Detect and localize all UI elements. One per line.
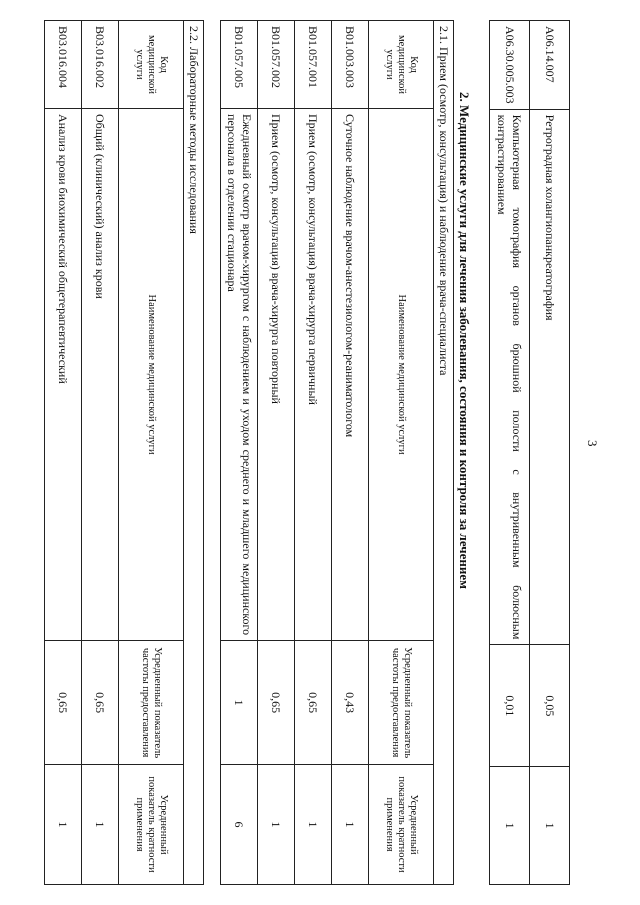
multiplicity-value: 1 [295, 765, 332, 885]
service-code: B01.057.002 [258, 21, 295, 109]
frequency-value: 0,65 [295, 641, 332, 765]
multiplicity-value: 1 [258, 765, 295, 885]
header-code: Код медицинской услуги [119, 21, 184, 109]
service-code: B01.003.003 [332, 21, 369, 109]
table-subtitle-row [434, 21, 454, 885]
multiplicity-value: 1 [45, 765, 82, 885]
table-row [258, 21, 295, 885]
service-code: B01.057.005 [221, 21, 258, 109]
multiplicity-value: 1 [530, 767, 570, 885]
frequency-value: 0,65 [258, 641, 295, 765]
table-specialist-consultations [220, 20, 454, 885]
table-row [45, 21, 82, 885]
multiplicity-value: 6 [221, 765, 258, 885]
service-name: Общий (клинический) анализ крови [82, 108, 119, 640]
service-code: B03.016.002 [82, 21, 119, 109]
table-row [490, 21, 530, 885]
subsection-title: 2.2. Лабораторные методы исследования [184, 21, 204, 885]
table-row [221, 21, 258, 885]
table-subtitle-row [184, 21, 204, 885]
table-row [332, 21, 369, 885]
service-code: A06.30.005.003 [490, 21, 530, 110]
table-row [295, 21, 332, 885]
header-multiplicity: Усредненный показатель кратности применения [119, 765, 184, 885]
page-number: 3 [585, 440, 600, 447]
table-row [530, 21, 570, 885]
table-continued-services [489, 20, 570, 885]
frequency-value: 0,05 [530, 645, 570, 767]
service-name: Прием (осмотр, консультация) врача-хирурга повторный [258, 108, 295, 640]
multiplicity-value: 1 [82, 765, 119, 885]
table-lab-methods [44, 20, 204, 885]
header-frequency: Усредненный показатель частоты предоставления [369, 641, 434, 765]
subsection-title: 2.1. Прием (осмотр, консультация) и наблюдение врача-специалиста [434, 21, 454, 885]
table-header-row [369, 21, 434, 885]
table-row [82, 21, 119, 885]
service-name: Анализ крови биохимический общетерапевтический [45, 108, 82, 640]
frequency-value: 0,01 [490, 645, 530, 767]
service-code: A06.14.007 [530, 21, 570, 110]
multiplicity-value: 1 [332, 765, 369, 885]
header-code: Код медицинской услуги [369, 21, 434, 109]
service-name: Прием (осмотр, консультация) врача-хирурга первичный [295, 108, 332, 640]
service-name: Суточное наблюдение врачом-анестезиологом-реаниматологом [332, 108, 369, 640]
multiplicity-value: 1 [490, 767, 530, 885]
service-code: B03.016.004 [45, 21, 82, 109]
table-header-row [119, 21, 184, 885]
header-frequency: Усредненный показатель частоты предоставления [119, 641, 184, 765]
frequency-value: 0,43 [332, 641, 369, 765]
frequency-value: 0,65 [45, 641, 82, 765]
header-multiplicity: Усредненный показатель кратности применения [369, 765, 434, 885]
header-name: Наименование медицинской услуги [369, 108, 434, 640]
service-name: Ретроградная холангиопанкреатография [530, 109, 570, 645]
section-title: 2. Медицинские услуги для лечения заболевания, состояния и контроля за лечением [457, 92, 472, 590]
service-code: B01.057.001 [295, 21, 332, 109]
service-name: Ежедневный осмотр врачом-хирургом с наблюдением и уходом среднего и младшего медицинского персонала в отделении стационара [221, 108, 258, 640]
service-name: Компьютерная томография органов брюшной полости с внутривенным болюсным контрастированием [490, 109, 530, 645]
header-name: Наименование медицинской услуги [119, 108, 184, 640]
frequency-value: 0,65 [82, 641, 119, 765]
frequency-value: 1 [221, 641, 258, 765]
